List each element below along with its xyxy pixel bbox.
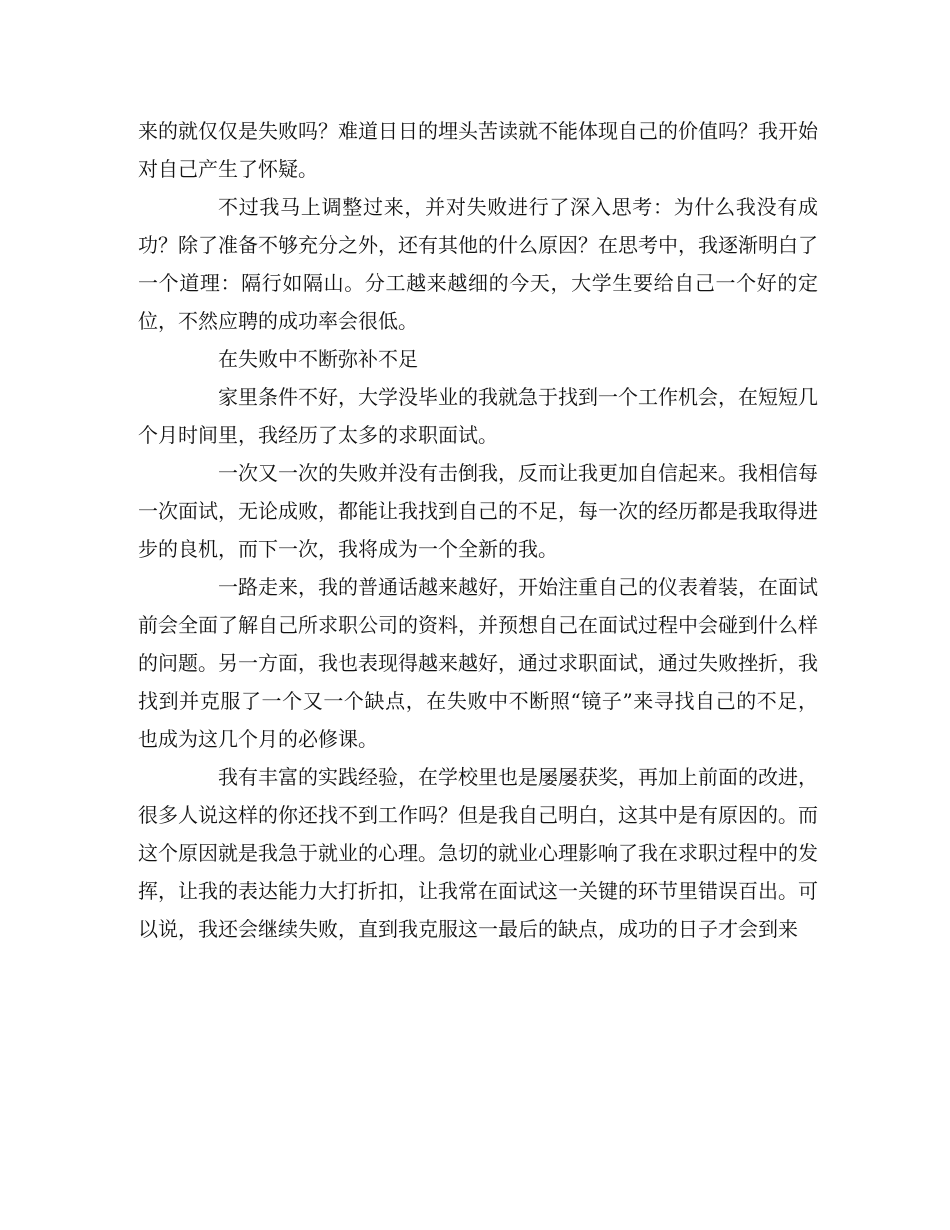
paragraph-3: 家里条件不好，大学没毕业的我就急于找到一个工作机会，在短短几个月时间里，我经历了太多的求职面试。: [138, 385, 818, 447]
section-heading: 在失败中不断弥补不足: [218, 347, 418, 371]
paragraph-6: 我有丰富的实践经验，在学校里也是屡屡获奖，再加上前面的改进，很多人说这样的你还找不到工作吗？但是我自己明白，这其中是有原因的。而这个原因就是我急于就业的心理。急切的就业心理影响了我在求职过程中的发挥，让我的表达能力大打折扣，让我常在面试这一关键的环节里错误百出。可以说，我还会继续失败，直到我克服这一最后的缺点，成功的日子才会到来: [138, 765, 818, 941]
paragraph-5: 一路走来，我的普通话越来越好，开始注重自己的仪表着装，在面试前会全面了解自己所求职公司的资料，并预想自己在面试过程中会碰到什么样的问题。另一方面，我也表现得越来越好，通过求职面试，通过失败挫折，我找到并克服了一个又一个缺点，在失败中不断照“镜子”来寻找自己的不足，也成为这几个月的必修课。: [138, 575, 818, 751]
paragraph-4: 一次又一次的失败并没有击倒我，反而让我更加自信起来。我相信每一次面试，无论成败，都能让我找到自己的不足，每一次的经历都是我取得进步的良机，而下一次，我将成为一个全新的我。: [138, 461, 818, 561]
paragraph-2: 不过我马上调整过来，并对失败进行了深入思考：为什么我没有成功？除了准备不够充分之外，还有其他的什么原因？在思考中，我逐渐明白了一个道理：隔行如隔山。分工越来越细的今天，大学生要给自己一个好的定位，不然应聘的成功率会很低。: [138, 195, 818, 333]
document-body: [138, 112, 818, 948]
paragraph-1: 来的就仅仅是失败吗？难道日日的埋头苦读就不能体现自己的价值吗？我开始对自己产生了怀疑。: [138, 119, 818, 181]
